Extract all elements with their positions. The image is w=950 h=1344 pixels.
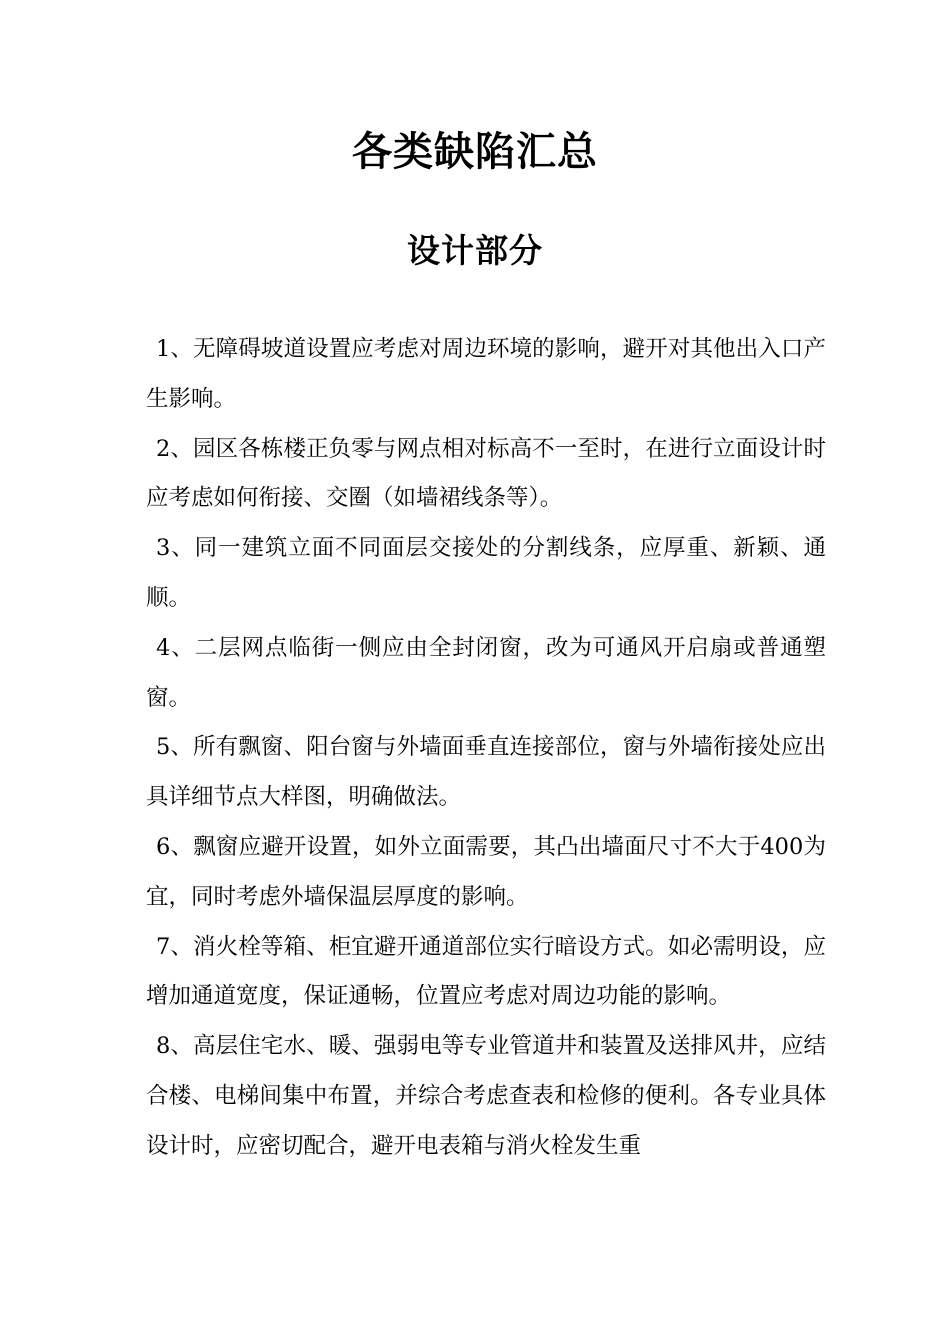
section-heading: 设计部分 <box>407 231 543 270</box>
list-item: 1、无障碍坡道设置应考虑对周边环境的影响，避开对其他出入口产生影响。 <box>146 336 826 412</box>
list-item: 6、飘窗应避开设置，如外立面需要，其凸出墙面尺寸不大于400为宜，同时考虑外墙保温层厚度的影响。 <box>146 833 826 910</box>
list-item: 8、高层住宅水、暖、强弱电等专业管道井和装置及送排风井，应结合楼、电梯间集中布置，并综合考虑查表和检修的便利。各专业具体设计时，应密切配合，避开电表箱与消火栓发生重 <box>146 1033 826 1159</box>
document-title: 各类缺陷汇总 <box>352 128 598 175</box>
list-item: 7、消火栓等箱、柜宜避开通道部位实行暗设方式。如必需明设，应增加通道宽度，保证通畅，位置应考虑对周边功能的影响。 <box>146 933 826 1010</box>
list-item: 5、所有飘窗、阳台窗与外墙面垂直连接部位，窗与外墙衔接处应出具详细节点大样图，明确做法。 <box>146 734 826 811</box>
list-item: 3、同一建筑立面不同面层交接处的分割线条，应厚重、新颖、通顺。 <box>146 535 826 611</box>
defect-list <box>146 325 826 1172</box>
list-item: 2、园区各栋楼正负零与网点相对标高不一至时，在进行立面设计时应考虑如何衔接、交圈（如墙裙线条等）。 <box>146 435 826 512</box>
list-item: 4、二层网点临街一侧应由全封闭窗，改为可通风开启扇或普通塑窗。 <box>146 634 826 711</box>
